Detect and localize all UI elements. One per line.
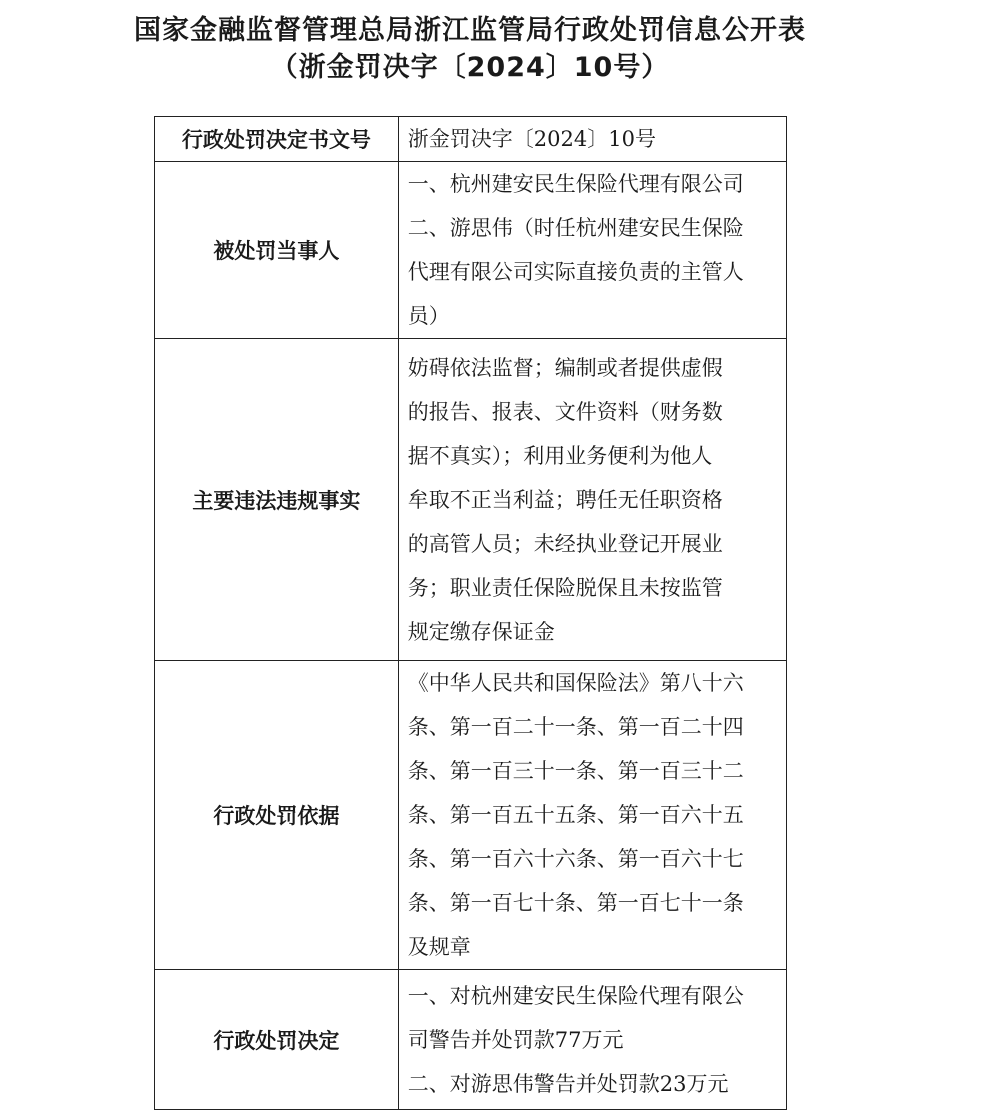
value-line: 浙金罚决字〔2024〕10号: [407, 127, 656, 151]
value-line: 条、第一百二十一条、第一百二十四: [407, 715, 744, 739]
value-line: 条、第一百七十条、第一百七十一条: [407, 891, 744, 915]
label-decision-number: 行政处罚决定书文号: [155, 117, 399, 162]
label-penalized-party: 被处罚当事人: [155, 162, 399, 339]
table-row-legal-basis: [155, 661, 787, 970]
value-line: 及规章: [407, 935, 471, 959]
value-legal-basis: [398, 661, 786, 970]
penalty-info-table: [154, 116, 787, 1110]
value-line: 据不真实）；利用业务便利为他人: [407, 443, 713, 468]
value-penalty-decision: [398, 970, 786, 1110]
value-line: 条、第一百三十一条、第一百三十二: [407, 759, 744, 783]
value-line: 一、杭州建安民生保险代理有限公司: [407, 172, 744, 196]
value-line: 的高管人员；未经执业登记开展业: [407, 531, 723, 556]
value-line: 二、游思伟（时任杭州建安民生保险: [407, 216, 744, 240]
table-row-penalized-party: [155, 162, 787, 339]
value-line: 条、第一百五十五条、第一百六十五: [407, 803, 744, 827]
decision-number-subtitle: （浙金罚决字〔2024〕10号）: [270, 52, 670, 83]
value-line: 二、对游思伟警告并处罚款23万元: [407, 1071, 729, 1096]
value-line: 规定缴存保证金: [407, 619, 555, 644]
value-line: 司警告并处罚款77万元: [407, 1027, 624, 1052]
value-line: 牟取不正当利益；聘任无任职资格: [407, 487, 723, 512]
value-decision-number: [398, 117, 786, 162]
value-line: 妨碍依法监督；编制或者提供虚假: [407, 355, 723, 380]
value-line: 员）: [407, 304, 450, 328]
value-line: 一、对杭州建安民生保险代理有限公: [407, 983, 744, 1008]
value-line: 《中华人民共和国保险法》第八十六: [407, 671, 744, 695]
value-violation-facts: [398, 339, 786, 661]
value-line: 代理有限公司实际直接负责的主管人: [407, 260, 744, 284]
page-title: 国家金融监督管理总局浙江监管局行政处罚信息公开表: [134, 15, 806, 46]
value-penalized-party: [398, 162, 786, 339]
table-row-penalty-decision: [155, 970, 787, 1110]
table-row-violation-facts: [155, 339, 787, 661]
value-line: 的报告、报表、文件资料（财务数: [407, 399, 723, 424]
value-line: 条、第一百六十六条、第一百六十七: [407, 847, 744, 871]
label-legal-basis: 行政处罚依据: [155, 661, 399, 970]
value-line: 务；职业责任保险脱保且未按监管: [407, 575, 723, 600]
label-penalty-decision: 行政处罚决定: [155, 970, 399, 1110]
label-violation-facts: 主要违法违规事实: [155, 339, 399, 661]
table-row-decision-number: [155, 117, 787, 162]
